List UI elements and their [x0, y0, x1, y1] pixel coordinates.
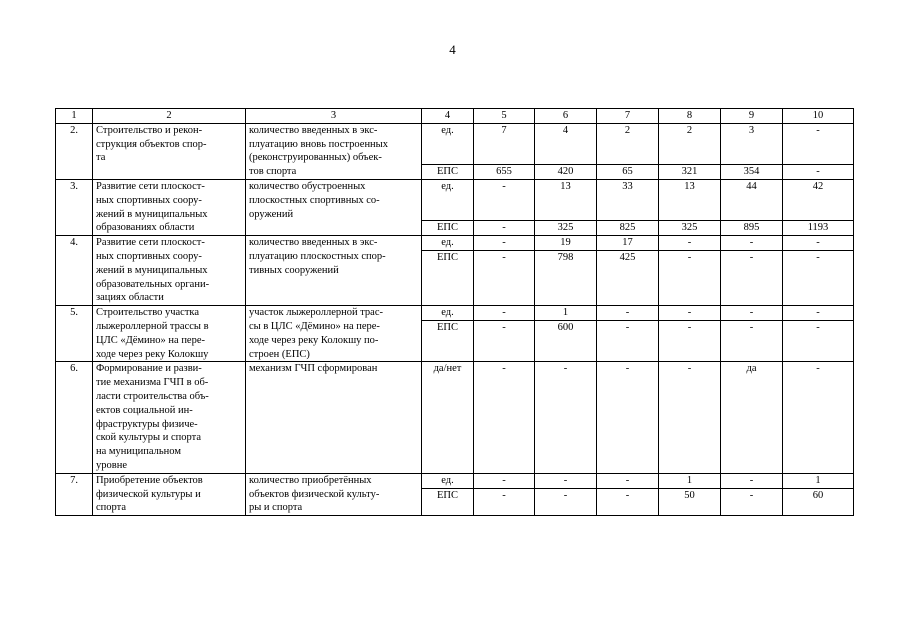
unit-cell: ЕПС — [422, 320, 474, 361]
value-cell: 60 — [783, 488, 854, 516]
table-header-row — [56, 109, 854, 124]
value-cell: 3 — [721, 123, 783, 164]
indicator-cell: количество введенных в экс- плуатацию плоскостных спор- тивных сооружений — [246, 236, 422, 306]
value-cell: - — [721, 488, 783, 516]
indicator-cell: количество введенных в экс- плуатацию вновь построенных (реконструированных) объек- тов спорта — [246, 123, 422, 179]
value-cell: - — [783, 164, 854, 179]
value-cell: 1 — [535, 306, 597, 321]
column-number: 2 — [93, 109, 246, 124]
value-cell: - — [597, 473, 659, 488]
value-cell: - — [721, 473, 783, 488]
table-row — [56, 362, 854, 473]
value-cell: - — [474, 473, 535, 488]
table-row — [56, 306, 854, 321]
value-cell: - — [659, 250, 721, 305]
value-cell: - — [597, 362, 659, 473]
value-cell: - — [659, 362, 721, 473]
page-number: 4 — [449, 42, 456, 57]
unit-cell: ЕПС — [422, 164, 474, 179]
value-cell: - — [535, 362, 597, 473]
value-cell: - — [474, 250, 535, 305]
value-cell: - — [474, 179, 535, 220]
value-cell: - — [783, 236, 854, 251]
activity-cell: Строительство и рекон- струкция объектов спор- та — [93, 123, 246, 179]
unit-cell: ед. — [422, 473, 474, 488]
value-cell: 1 — [783, 473, 854, 488]
value-cell: - — [783, 250, 854, 305]
value-cell: - — [783, 362, 854, 473]
value-cell: 4 — [535, 123, 597, 164]
value-cell: 325 — [535, 220, 597, 235]
value-cell: - — [474, 220, 535, 235]
row-number: 2. — [56, 123, 93, 179]
unit-cell: ед. — [422, 179, 474, 220]
value-cell: - — [659, 306, 721, 321]
activity-cell: Развитие сети плоскост- ных спортивных соору- жений в муниципальных образовательных органи- зациях области — [93, 236, 246, 306]
value-cell: - — [474, 306, 535, 321]
value-cell: 17 — [597, 236, 659, 251]
value-cell: - — [659, 320, 721, 361]
value-cell: 425 — [597, 250, 659, 305]
unit-cell: ед. — [422, 306, 474, 321]
table-row — [56, 473, 854, 488]
value-cell: 65 — [597, 164, 659, 179]
row-number: 7. — [56, 473, 93, 515]
column-number: 6 — [535, 109, 597, 124]
value-cell: 1 — [659, 473, 721, 488]
value-cell: - — [721, 306, 783, 321]
value-cell: 798 — [535, 250, 597, 305]
column-number: 10 — [783, 109, 854, 124]
indicator-cell: количество приобретённых объектов физической культу- ры и спорта — [246, 473, 422, 515]
value-cell: да — [721, 362, 783, 473]
value-cell: - — [721, 236, 783, 251]
value-cell: 321 — [659, 164, 721, 179]
unit-cell: ед. — [422, 123, 474, 164]
value-cell: - — [535, 488, 597, 516]
value-cell: - — [474, 236, 535, 251]
table-row — [56, 236, 854, 251]
column-number: 4 — [422, 109, 474, 124]
value-cell: 19 — [535, 236, 597, 251]
value-cell: - — [783, 306, 854, 321]
value-cell: - — [535, 473, 597, 488]
unit-cell: ЕПС — [422, 220, 474, 235]
column-number: 7 — [597, 109, 659, 124]
row-number: 5. — [56, 306, 93, 362]
unit-cell: ЕПС — [422, 488, 474, 516]
value-cell: 2 — [659, 123, 721, 164]
value-cell: - — [659, 236, 721, 251]
table-row — [56, 123, 854, 164]
column-number: 9 — [721, 109, 783, 124]
value-cell: - — [597, 320, 659, 361]
value-cell: 50 — [659, 488, 721, 516]
value-cell: 7 — [474, 123, 535, 164]
value-cell: - — [597, 306, 659, 321]
row-number: 3. — [56, 179, 93, 235]
value-cell: 325 — [659, 220, 721, 235]
value-cell: 13 — [535, 179, 597, 220]
value-cell: - — [721, 320, 783, 361]
row-number: 4. — [56, 236, 93, 306]
value-cell: 655 — [474, 164, 535, 179]
activity-cell: Приобретение объектов физической культуры и спорта — [93, 473, 246, 515]
activity-cell: Формирование и разви- тие механизма ГЧП в об- ласти строительства объ- ектов социальной ин- фраструктуры физиче- ской культуры и спорта на муниципальном уровне — [93, 362, 246, 473]
unit-cell: ЕПС — [422, 250, 474, 305]
value-cell: - — [474, 488, 535, 516]
value-cell: - — [597, 488, 659, 516]
value-cell: 1193 — [783, 220, 854, 235]
column-number: 3 — [246, 109, 422, 124]
column-number: 5 — [474, 109, 535, 124]
value-cell: 825 — [597, 220, 659, 235]
value-cell: - — [721, 250, 783, 305]
indicator-cell: механизм ГЧП сформирован — [246, 362, 422, 473]
value-cell: 44 — [721, 179, 783, 220]
value-cell: 420 — [535, 164, 597, 179]
value-cell: 895 — [721, 220, 783, 235]
value-cell: 354 — [721, 164, 783, 179]
value-cell: 42 — [783, 179, 854, 220]
value-cell: - — [474, 320, 535, 361]
value-cell: 33 — [597, 179, 659, 220]
value-cell: - — [783, 123, 854, 164]
value-cell: - — [783, 320, 854, 361]
column-number: 8 — [659, 109, 721, 124]
indicator-cell: количество обустроенных плоскостных спортивных со- оружений — [246, 179, 422, 235]
value-cell: 600 — [535, 320, 597, 361]
activity-cell: Развитие сети плоскост- ных спортивных соору- жений в муниципальных образованиях области — [93, 179, 246, 235]
unit-cell: да/нет — [422, 362, 474, 473]
value-cell: - — [474, 362, 535, 473]
value-cell: 2 — [597, 123, 659, 164]
column-number: 1 — [56, 109, 93, 124]
activity-cell: Строительство участка лыжероллерной трассы в ЦЛС «Дёмино» на пере- ходе через реку Колокшу — [93, 306, 246, 362]
indicators-table — [55, 108, 854, 516]
indicator-cell: участок лыжероллерной трас- сы в ЦЛС «Дёмино» на пере- ходе через реку Колокшу по- строен (ЕПС) — [246, 306, 422, 362]
unit-cell: ед. — [422, 236, 474, 251]
table-row — [56, 179, 854, 220]
value-cell: 13 — [659, 179, 721, 220]
row-number: 6. — [56, 362, 93, 473]
